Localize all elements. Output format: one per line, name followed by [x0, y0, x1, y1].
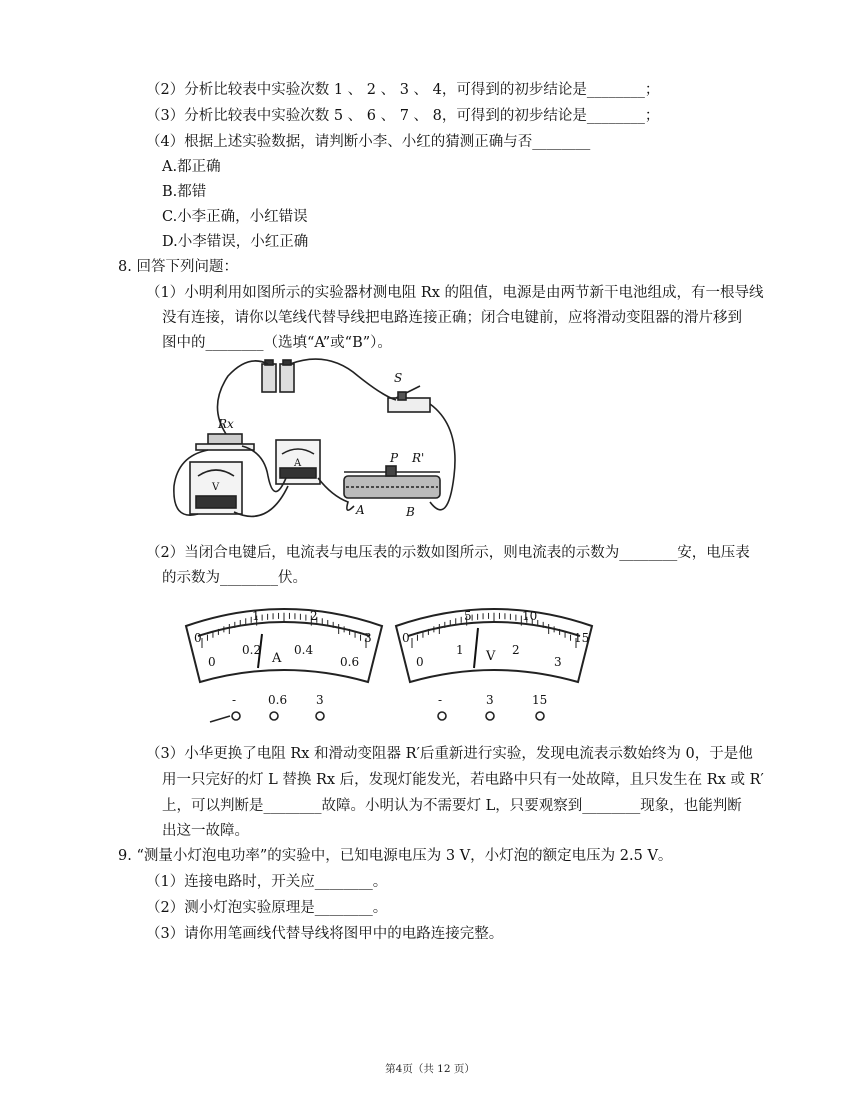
voltmeter-needle — [474, 628, 478, 668]
q7-part4: （4）根据上述实验数据，请判断小李、小红的猜测正确与否________ — [146, 134, 591, 150]
ammeter-lower-tick-0: 0 — [208, 655, 216, 669]
q8-part3-line2: 用一只完好的灯 L 替换 Rx 后，发现灯能发光，若电路中只有一处故障，且只发生在 Rx 或 R′ — [162, 772, 764, 788]
voltmeter-terminal-neg: - — [438, 693, 443, 707]
voltmeter-terminal-15: 15 — [532, 693, 548, 707]
voltmeter-upper-tick-0: 0 — [402, 631, 410, 645]
ammeter-lower-tick-3: 0.6 — [340, 655, 360, 669]
q8-part1-line2: 没有连接，请你以笔线代替导线把电路连接正确；闭合电键前，应将滑动变阻器的滑片移到 — [162, 310, 742, 326]
ammeter-lower-tick-1: 0.2 — [242, 643, 262, 657]
ammeter-terminal-06: 0.6 — [268, 693, 288, 707]
question-9-title: 9. “测量小灯泡电功率”的实验中，已知电源电压为 3 V，小灯泡的额定电压为 2.5 V。 — [118, 848, 673, 864]
rx-label: Rx — [218, 417, 234, 431]
ammeter-terminal-neg: - — [232, 693, 237, 707]
q9-part2: （2）测小灯泡实验原理是________。 — [146, 900, 388, 916]
option-a: A.都正确 — [162, 159, 221, 175]
option-c: C.小李正确，小红错误 — [162, 209, 308, 225]
voltmeter-dial-symbol: V — [486, 649, 496, 664]
ammeter-upper-tick-0: 0 — [194, 631, 202, 645]
option-d: D.小李错误，小红正确 — [162, 234, 309, 250]
terminal-b-label: B — [406, 505, 415, 519]
voltmeter-upper-tick-1: 5 — [464, 609, 472, 623]
terminal-a-label: A — [356, 503, 365, 517]
ammeter-upper-tick-1: 1 — [252, 609, 260, 623]
q8-part2-line2: 的示数为________伏。 — [162, 570, 307, 586]
ammeter-dial-symbol: A — [272, 651, 282, 666]
voltmeter-upper-tick-3: 15 — [574, 631, 590, 645]
q8-part3-line3: 上，可以判断是________故障。小明认为不需要灯 L，只要观察到________现象，也能判断 — [162, 798, 742, 814]
q8-part3-line1: （3）小华更换了电阻 Rx 和滑动变阻器 R′后重新进行实验，发现电流表示数始终为 0，于是他 — [146, 746, 753, 762]
circuit-figure — [168, 356, 468, 534]
q8-part3-line4: 出这一故障。 — [162, 823, 249, 839]
q7-part2: （2）分析比较表中实验次数 1 、 2 、 3 、 4，可得到的初步结论是________； — [146, 82, 660, 98]
q7-part3: （3）分析比较表中实验次数 5 、 6 、 7 、 8，可得到的初步结论是________； — [146, 108, 660, 124]
q8-part2-line1: （2）当闭合电键后，电流表与电压表的示数如图所示，则电流表的示数为________安，电压表 — [146, 545, 750, 561]
q8-part1-line3: 图中的________（选填“A”或“B”）。 — [162, 335, 392, 351]
voltmeter-upper-tick-2: 10 — [522, 609, 538, 623]
option-b: B.都错 — [162, 184, 207, 200]
ammeter-upper-tick-2: 2 — [310, 609, 318, 623]
page-footer: 第4页（共 12 页） — [385, 1063, 475, 1075]
voltmeter-lower-tick-2: 2 — [512, 643, 520, 657]
ammeter-lower-tick-2: 0.4 — [294, 643, 314, 657]
ammeter-upper-tick-3: 3 — [364, 631, 372, 645]
switch-label: S — [394, 371, 403, 385]
voltmeter-symbol: V — [212, 482, 220, 493]
q8-part1-line1: （1）小明利用如图所示的实验器材测电阻 Rx 的阻值，电源是由两节新干电池组成，有一根导线 — [146, 285, 764, 301]
voltmeter-terminal-3: 3 — [486, 693, 494, 707]
ammeter-symbol: A — [294, 458, 302, 469]
voltmeter-lower-tick-0: 0 — [416, 655, 424, 669]
meter-figure — [180, 596, 620, 730]
rheostat-label: R' — [412, 451, 425, 465]
slider-p-label: P — [390, 451, 399, 465]
q9-part1: （1）连接电路时，开关应________。 — [146, 874, 388, 890]
ammeter-terminal-3: 3 — [316, 693, 324, 707]
voltmeter-lower-tick-3: 3 — [554, 655, 562, 669]
question-8-title: 8. 回答下列问题： — [118, 259, 238, 275]
voltmeter-lower-tick-1: 1 — [456, 643, 464, 657]
q9-part3: （3）请你用笔画线代替导线将图甲中的电路连接完整。 — [146, 926, 504, 942]
